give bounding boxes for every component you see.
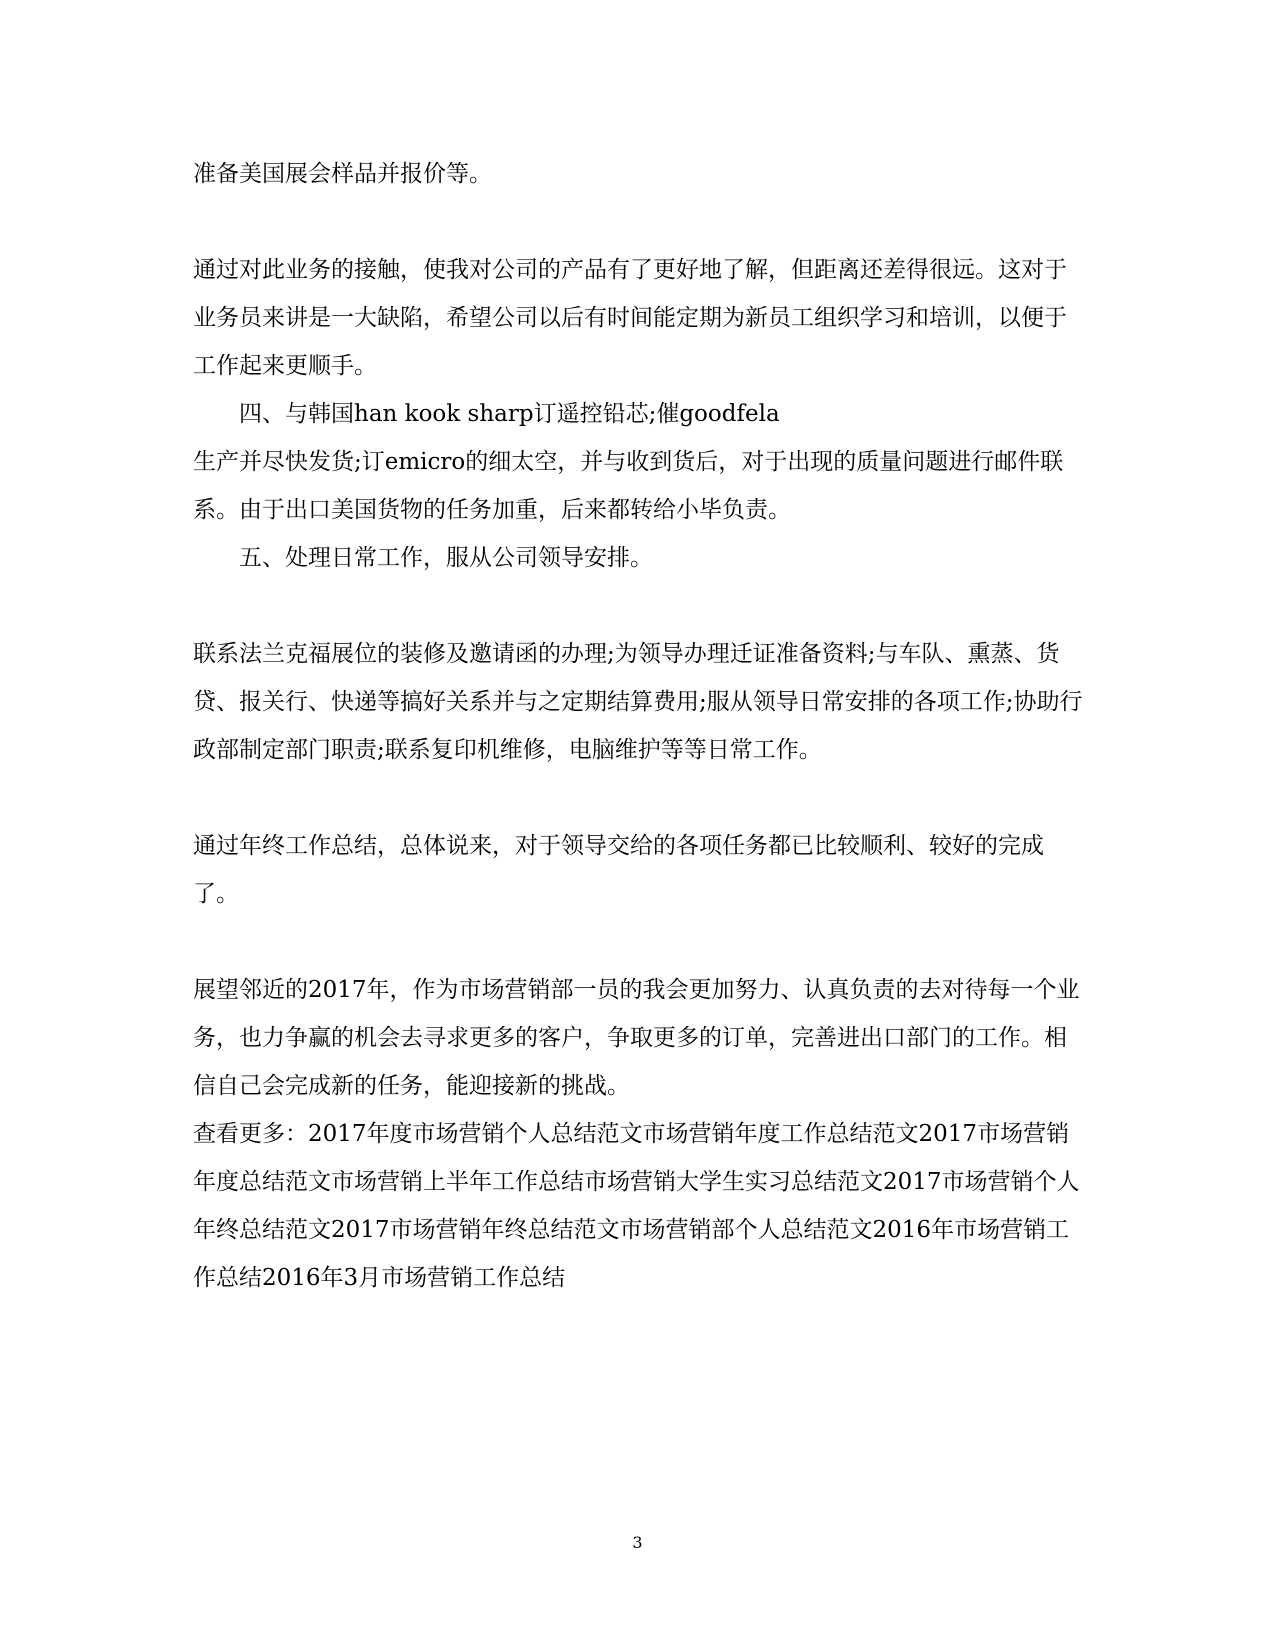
paragraph-see-more: 查看更多：2017年度市场营销个人总结范文市场营销年度工作总结范文2017市场营销年度总结范文市场营销上半年工作总结市场营销大学生实习总结范文2017市场营销个人年终总结范文2017市场营销年终总结范文市场营销部个人总结范文2016年市场营销工作总结2016年3月市场营销工作总结 [193, 1121, 1080, 1291]
paragraph-spacer [193, 918, 1083, 966]
paragraph-sample-prep: 准备美国展会样品并报价等。 [193, 161, 492, 187]
page-number: 3 [632, 1533, 643, 1552]
paragraph-outlook: 展望邻近的2017年，作为市场营销部一员的我会更加努力、认真负责的去对待每一个业务，也力争赢的机会去寻求更多的客户，争取更多的订单，完善进出口部门的工作。相信自己会完成新的任务，能迎接新的挑战。 [193, 977, 1080, 1099]
paragraph-section-four-heading: 四、与韩国han kook sharp订遥控铅芯;催goodfela [239, 401, 780, 427]
paragraph-spacer [193, 198, 1083, 246]
paragraph-year-summary: 通过年终工作总结，总体说来，对于领导交给的各项任务都已比较顺利、较好的完成了。 [193, 833, 1044, 907]
paragraph-spacer [193, 774, 1083, 822]
paragraph-spacer [193, 582, 1083, 630]
paragraph-section-five-heading: 五、处理日常工作，服从公司领导安排。 [239, 545, 653, 571]
paragraph-section-four-body: 生产并尽快发货;订emicro的细太空，并与收到货后，对于出现的质量问题进行邮件联系。由于出口美国货物的任务加重，后来都转给小毕负责。 [193, 449, 1064, 523]
paragraph-daily-work: 联系法兰克福展位的装修及邀请函的办理;为领导办理迁证准备资料;与车队、熏蒸、货贷、报关行、快递等搞好关系并与之定期结算费用;服从领导日常安排的各项工作;协助行政部制定部门职责;联系复印机维修，电脑维护等等日常工作。 [193, 641, 1083, 763]
document-body [193, 150, 1083, 1302]
paragraph-business-contact: 通过对此业务的接触，使我对公司的产品有了更好地了解，但距离还差得很远。这对于业务员来讲是一大缺陷，希望公司以后有时间能定期为新员工组织学习和培训，以便于工作起来更顺手。 [193, 257, 1067, 379]
